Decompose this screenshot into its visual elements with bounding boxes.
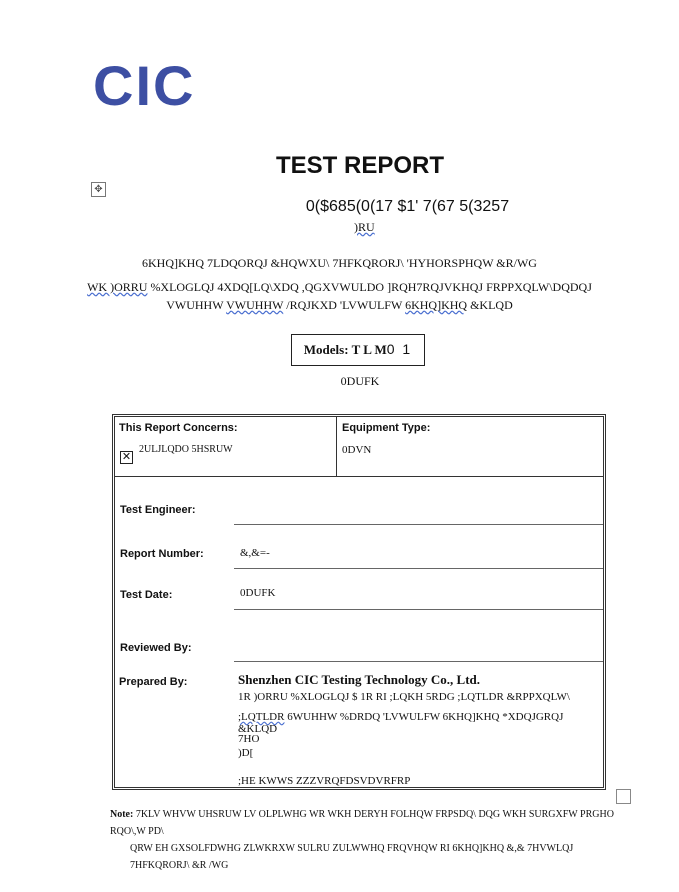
address-fragment: %XLOGLQJ 4XDQ[LQ\XDQ ,QGXVWULDO ]RQH7RQJVKHQJ FRPPXQLW\DQDQJ <box>147 280 592 294</box>
note-label: Note: <box>110 809 134 820</box>
applicant-address-line1 <box>0 280 679 295</box>
concerns-value: 2ULJLQDO 5HSRUW <box>139 444 233 455</box>
model-box <box>291 334 425 366</box>
test-engineer-label: Test Engineer: <box>120 504 196 516</box>
table-resize-handle-icon[interactable] <box>616 789 631 804</box>
field-underline <box>234 568 603 569</box>
company-tel: 7HO <box>238 733 260 745</box>
report-month: 0DUFK <box>340 374 380 388</box>
model-value: 0 1 <box>386 341 413 357</box>
for-label: )RU <box>354 220 375 234</box>
test-date-label: Test Date: <box>120 589 173 601</box>
reviewed-by-label: Reviewed By: <box>120 642 192 654</box>
address-fragment: /RQJKXD 'LVWULFW <box>283 298 406 312</box>
address-fragment: 6WUHHW %DRDQ 'LVWULFW 6KHQ]KHQ *XDQJGRQJ &KLQD <box>238 711 564 735</box>
address-fragment: &KLQD <box>467 298 513 312</box>
report-subtitle: 0($685(0(17 $1' 7(67 5(3257 <box>305 198 510 215</box>
field-underline <box>234 609 603 610</box>
table-move-handle-icon[interactable]: ✥ <box>91 182 106 197</box>
applicant-address-line2 <box>0 298 679 313</box>
model-label: Models: T L M <box>303 342 387 357</box>
equipment-type-label: Equipment Type: <box>342 422 431 434</box>
field-underline <box>234 524 603 525</box>
row-divider <box>115 476 603 477</box>
company-address-line1: 1R )ORRU %XLOGLQJ $ 1R RI ;LQKH 5RDG ;LQTLDR &RPPXQLW\ <box>238 691 570 703</box>
cic-logo: CIC <box>93 54 196 117</box>
report-title: TEST REPORT <box>275 152 444 179</box>
column-divider <box>336 417 337 477</box>
note-line2: QRW EH GXSOLFDWHG ZLWKRXW SULRU ZULWWHQ FRQVHQW RI 6KHQ]KHQ &,& 7HVWLQJ 7HFKQRORJ\ &R /WG <box>130 843 574 871</box>
checkbox-checked-icon[interactable]: ✕ <box>121 450 132 463</box>
concerns-label: This Report Concerns: <box>119 422 238 434</box>
address-fragment: VWUHHW <box>166 298 227 312</box>
note-line1 <box>110 806 630 840</box>
company-website: ;HE KWWS ZZZVRQFDSVDVRFRP <box>238 775 411 787</box>
report-note <box>110 806 630 874</box>
address-fragment: VWUHHW <box>226 298 284 312</box>
address-fragment: WK )ORRU <box>87 280 148 294</box>
note-text: 7KLV WHVW UHSRUW LV OLPLWHG WR WKH DERYH FOLHQW FRPSDQ\ DQG WKH SURGXFW PRGHO RQO\,W PD\ <box>110 809 614 837</box>
equipment-type-value: 0DVN <box>342 444 372 456</box>
prepared-by-label: Prepared By: <box>119 676 188 688</box>
address-fragment: 6KHQ]KHQ <box>405 298 468 312</box>
company-fax: )D[ <box>238 747 254 759</box>
company-address-line2 <box>238 711 603 735</box>
applicant-name: 6KHQ]KHQ 7LDQORQJ &HQWXU\ 7HFKQRORJ\ 'HYHORSPHQW &R/WG <box>142 256 537 270</box>
report-number-value: &,&=- <box>240 547 270 559</box>
report-info-table <box>112 414 606 790</box>
test-date-value: 0DUFK <box>240 587 276 599</box>
report-number-label: Report Number: <box>120 548 204 560</box>
address-fragment: ;LQTLDR <box>238 711 285 723</box>
field-underline <box>234 661 603 662</box>
company-name: Shenzhen CIC Testing Technology Co., Ltd. <box>238 672 481 687</box>
